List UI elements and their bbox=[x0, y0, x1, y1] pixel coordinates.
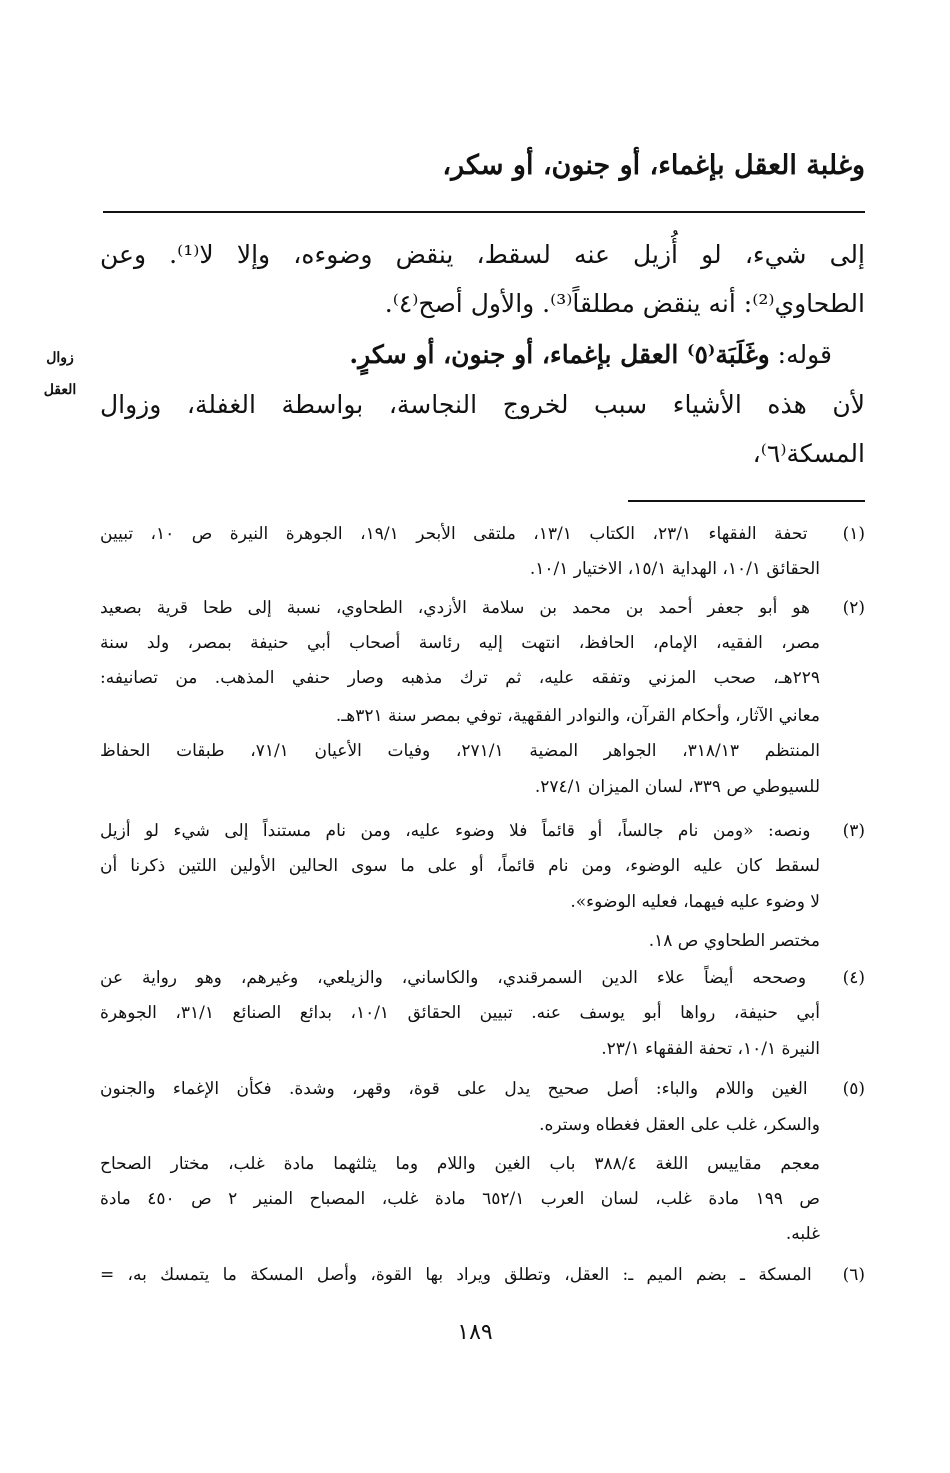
footnote-4-line-3: النيرة ١٠/١، تحفة الفقهاء ٢٣/١. bbox=[601, 1039, 820, 1059]
footnote-2-line-3: ٢٢٩هـ، صحب المزني وتفقه عليه، ثم ترك مذهبه وصار حنفي المذهب. من تصانيفه: bbox=[100, 668, 820, 688]
margin-note-line-2: العقل bbox=[43, 382, 77, 398]
quoted-matn: وغَلَبَة⁽٥⁾ العقل بإغماء، أو جنون، أو سكرٍ. bbox=[349, 340, 770, 369]
page-number: ١٨٩ bbox=[457, 1320, 493, 1345]
footnote-3-number: (٣) bbox=[842, 821, 865, 841]
footnote-2-line-1: (٢) هو أبو جعفر أحمد بن محمد بن سلامة الأزدي، الطحاوي، نسبة إلى طحا قرية بصعيد bbox=[100, 592, 865, 624]
main-text-line-2: الطحاوي⁽²⁾: أنه ينقض مطلقاً⁽³⁾. والأول أصح⁽٤⁾. bbox=[384, 289, 865, 318]
footnote-1-number: (١) bbox=[842, 524, 866, 544]
footnote-3-line-3: لا وضوء عليه فيهما، فعليه الوضوء». bbox=[570, 892, 820, 912]
footnote-5-line-3: معجم مقاييس اللغة ٣٨٨/٤ باب الغين واللام وما يثلثهما مادة غلب، مختار الصحاح bbox=[100, 1154, 821, 1174]
footnote-3-line-4: مختصر الطحاوي ص ١٨. bbox=[648, 931, 820, 951]
footnote-5-line-1: (٥) الغين واللام والباء: أصل صحيح يدل على قوة، وقهر، وشدة. فكأن الإغماء والجنون bbox=[100, 1073, 865, 1105]
running-header-title: وغلبة العقل بإغماء، أو جنون، أو سكر، bbox=[442, 150, 865, 181]
footnote-3-line-1: (٣) ونصه: «ومن نام جالساً، أو قائماً فلا وضوء عليه، ومن نام مستنداً إلى شيء لو أزيل bbox=[100, 815, 865, 847]
footnote-2-line-4: معاني الآثار، وأحكام القرآن، والنوادر الفقهية، توفي بمصر سنة ٣٢١هـ. bbox=[335, 706, 820, 726]
footnote-2-line-6: للسيوطي ص ٣٣٩، لسان الميزان ٢٧٤/١. bbox=[534, 777, 820, 797]
footnote-1-line-2: الحقائق ١٠/١، الهداية ١٥/١، الاختيار ١٠/١. bbox=[529, 559, 820, 579]
footnote-divider bbox=[628, 500, 865, 502]
footnote-5-line-4: ص ١٩٩ مادة غلب، لسان العرب ٦٥٢/١ مادة غلب، المصباح المنير ٢ ص ٤٥٠ مادة bbox=[100, 1189, 820, 1209]
main-text-line-3 bbox=[100, 336, 832, 374]
footnote-2-line-5: المنتظم ٣١٨/١٣، الجواهر المضية ٢٧١/١، وفيات الأعيان ٧١/١، طبقات الحفاظ bbox=[100, 741, 820, 761]
header-divider bbox=[103, 211, 865, 213]
footnote-1-line-1: (١) تحفة الفقهاء ٢٣/١، الكتاب ١٣/١، ملتقى الأبحر ١٩/١، الجوهرة النيرة ص ١٠، تبيين bbox=[100, 518, 865, 550]
footnote-5-number: (٥) bbox=[842, 1079, 866, 1099]
main-text-line-4: لأن هذه الأشياء سبب لخروج النجاسة، بواسطة الغفلة، وزوال bbox=[100, 390, 865, 419]
footnote-5-line-2: والسكر، غلب على العقل فغطاه وستره. bbox=[539, 1115, 820, 1135]
footnote-2-number: (٢) bbox=[842, 598, 865, 618]
quote-label: قوله: bbox=[769, 340, 832, 369]
margin-note-line-1: زوال bbox=[46, 350, 74, 366]
footnote-4-number: (٤) bbox=[842, 968, 865, 988]
main-text-line-1: إلى شيء، لو أُزيل عنه لسقط، ينقض وضوءه، وإلا لا⁽¹⁾. وعن bbox=[100, 240, 865, 269]
footnote-6-number: (٦) bbox=[842, 1265, 865, 1285]
footnote-3-line-2: لسقط كان عليه الوضوء، ومن نام قائماً، أو على ما سوى الحالين الأولين اللتين ذكرنا أن bbox=[100, 856, 820, 876]
footnote-4-line-2: أبي حنيفة، رواها أبو يوسف عنه. تبيين الحقائق ١٠/١، بدائع الصنائع ٣١/١، الجوهرة bbox=[100, 1003, 820, 1023]
footnote-5-line-5: غلبه. bbox=[785, 1224, 820, 1244]
footnote-4-line-1: (٤) وصححه أيضاً علاء الدين السمرقندي، والكاساني، والزيلعي، وغيرهم، وهو رواية عن bbox=[100, 962, 865, 994]
footnote-2-line-2: مصر، الفقيه، الإمام، الحافظ، انتهت إليه رئاسة أصحاب أبي حنيفة بمصر، ولد سنة bbox=[100, 633, 820, 653]
footnote-6-line-1: (٦) المسكة ـ بضم الميم ـ: العقل، وتطلق ويراد بها القوة، وأصل المسكة ما يتمسك به، = bbox=[100, 1259, 865, 1291]
main-text-line-5: المسكة⁽٦⁾، bbox=[752, 439, 865, 468]
